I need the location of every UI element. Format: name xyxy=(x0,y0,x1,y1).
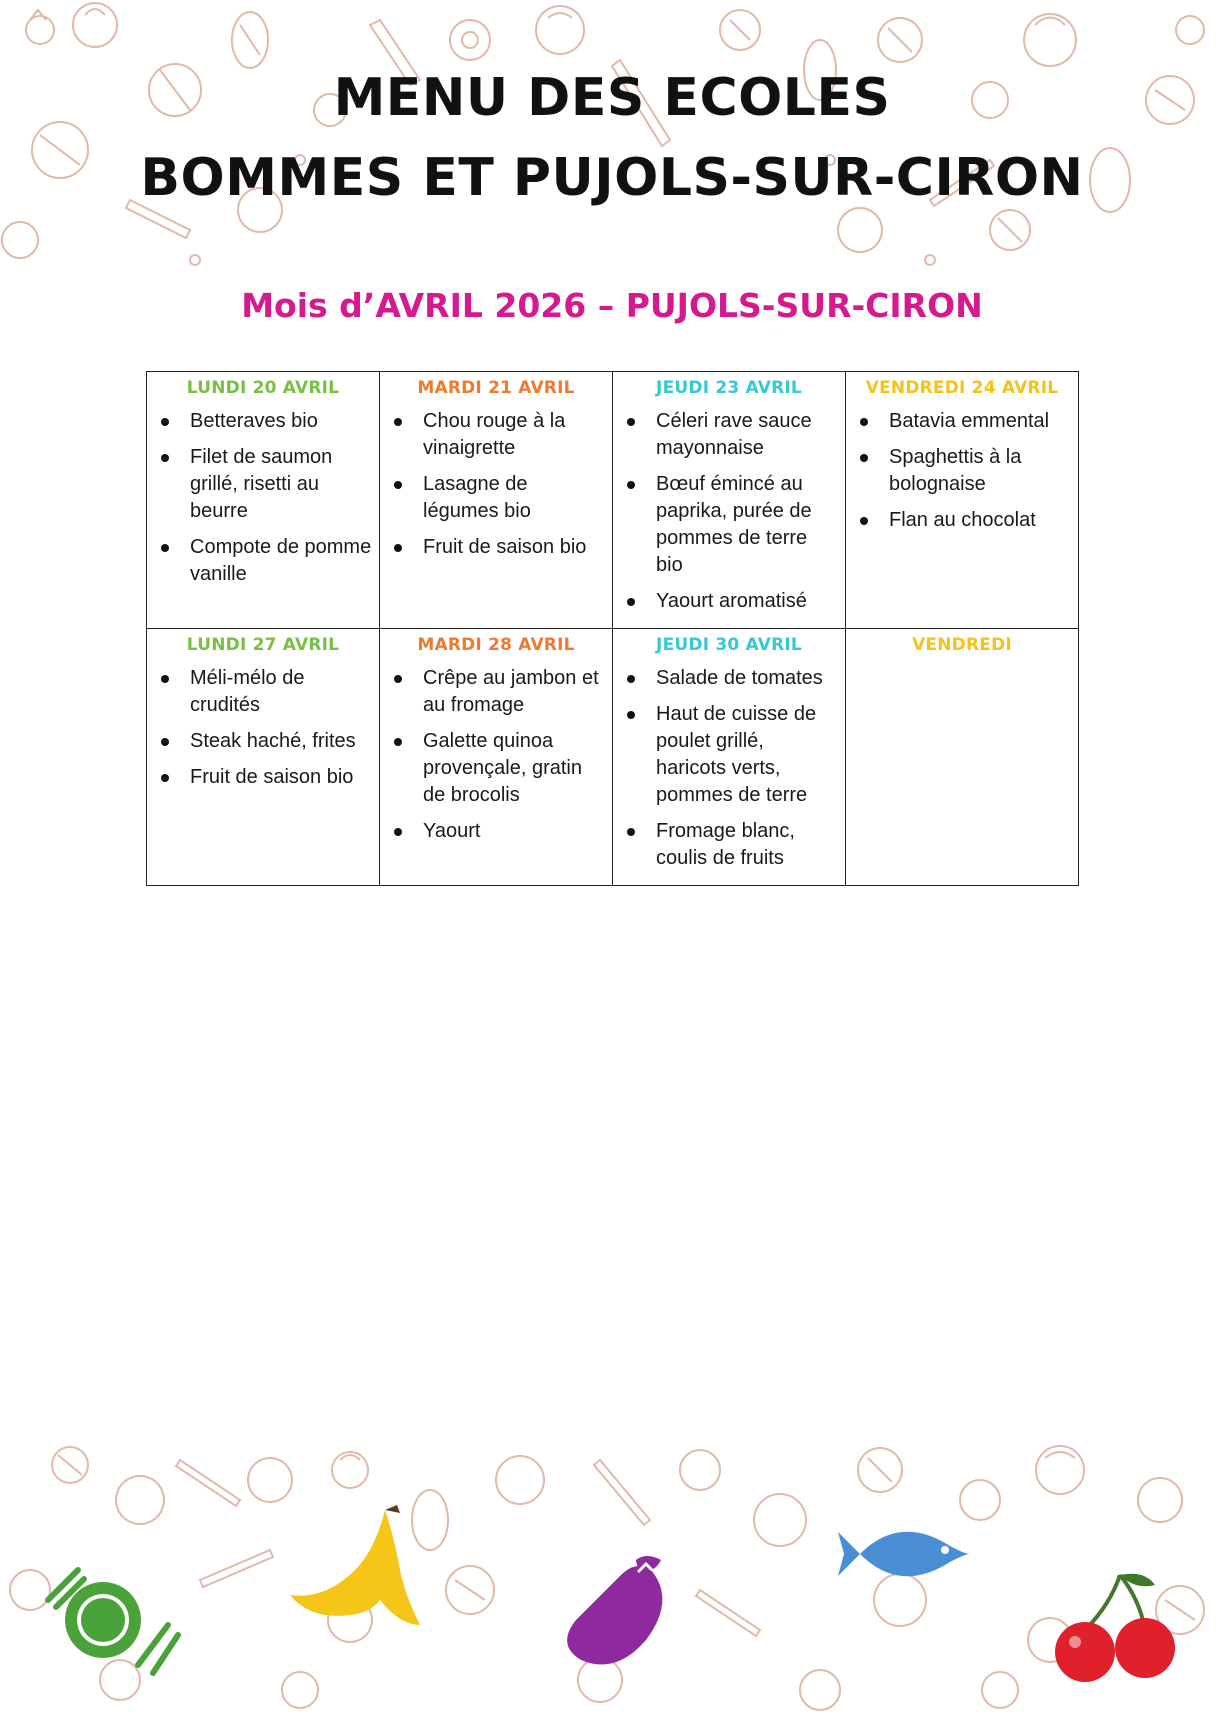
dish-item: Yaourt xyxy=(386,818,606,845)
menu-table xyxy=(146,371,1079,886)
dish-list xyxy=(619,665,839,872)
day-header: LUNDI 27 AVRIL xyxy=(186,635,340,655)
dish-item: Fruit de saison bio xyxy=(386,534,606,561)
page-title: MENU DES ECOLES xyxy=(333,68,891,128)
day-cell xyxy=(147,372,380,629)
dish-list xyxy=(153,665,373,791)
dish-item: Céleri rave sauce mayonnaise xyxy=(619,408,839,462)
dish-item: Chou rouge à la vinaigrette xyxy=(386,408,606,462)
page-header xyxy=(0,58,1224,218)
banana-icon xyxy=(285,1505,435,1630)
dish-item: Betteraves bio xyxy=(153,408,373,435)
dish-item: Méli-mélo de crudités xyxy=(153,665,373,719)
dish-item: Batavia emmental xyxy=(852,408,1072,435)
menu-week-row xyxy=(147,629,1079,886)
day-cell xyxy=(147,629,380,886)
dish-item: Lasagne de légumes bio xyxy=(386,471,606,525)
day-header: MARDI 21 AVRIL xyxy=(417,378,575,398)
dish-list xyxy=(852,408,1072,534)
menu-week-row xyxy=(147,372,1079,629)
dish-item: Fromage blanc, coulis de fruits xyxy=(619,818,839,872)
day-header: VENDREDI 24 AVRIL xyxy=(865,378,1059,398)
dish-item: Steak haché, frites xyxy=(153,728,373,755)
dish-item: Spaghettis à la bolognaise xyxy=(852,444,1072,498)
dish-item: Yaourt aromatisé xyxy=(619,588,839,615)
dish-list xyxy=(386,408,606,561)
day-header: LUNDI 20 AVRIL xyxy=(186,378,340,398)
day-header: MARDI 28 AVRIL xyxy=(417,635,575,655)
dish-item: Crêpe au jambon et au fromage xyxy=(386,665,606,719)
day-cell xyxy=(613,372,846,629)
plate-icon xyxy=(38,1555,183,1685)
dish-list xyxy=(619,408,839,615)
day-cell xyxy=(846,372,1079,629)
dish-list xyxy=(153,408,373,588)
day-header: JEUDI 23 AVRIL xyxy=(656,378,802,398)
dish-item: Galette quinoa provençale, gratin de brocolis xyxy=(386,728,606,809)
day-cell xyxy=(846,629,1079,886)
day-cell xyxy=(380,372,613,629)
cherries-icon xyxy=(1050,1570,1180,1690)
day-cell xyxy=(613,629,846,886)
fish-icon xyxy=(835,1518,975,1590)
dish-item: Fruit de saison bio xyxy=(153,764,373,791)
page-title-schools: BOMMES ET PUJOLS-SUR-CIRON xyxy=(140,148,1084,208)
day-header: VENDREDI xyxy=(912,635,1012,655)
dish-item: Salade de tomates xyxy=(619,665,839,692)
dish-item: Filet de saumon grillé, risetti au beurre xyxy=(153,444,373,525)
day-header: JEUDI 30 AVRIL xyxy=(656,635,802,655)
dish-item: Bœuf émincé au paprika, purée de pommes de terre bio xyxy=(619,471,839,579)
dish-list xyxy=(386,665,606,845)
month-subtitle: Mois d’AVRIL 2026 – PUJOLS-SUR-CIRON xyxy=(241,286,983,325)
eggplant-icon xyxy=(556,1550,676,1675)
day-cell xyxy=(380,629,613,886)
dish-item: Flan au chocolat xyxy=(852,507,1072,534)
dish-item: Haut de cuisse de poulet grillé, haricots verts, pommes de terre xyxy=(619,701,839,809)
dish-item: Compote de pomme vanille xyxy=(153,534,373,588)
